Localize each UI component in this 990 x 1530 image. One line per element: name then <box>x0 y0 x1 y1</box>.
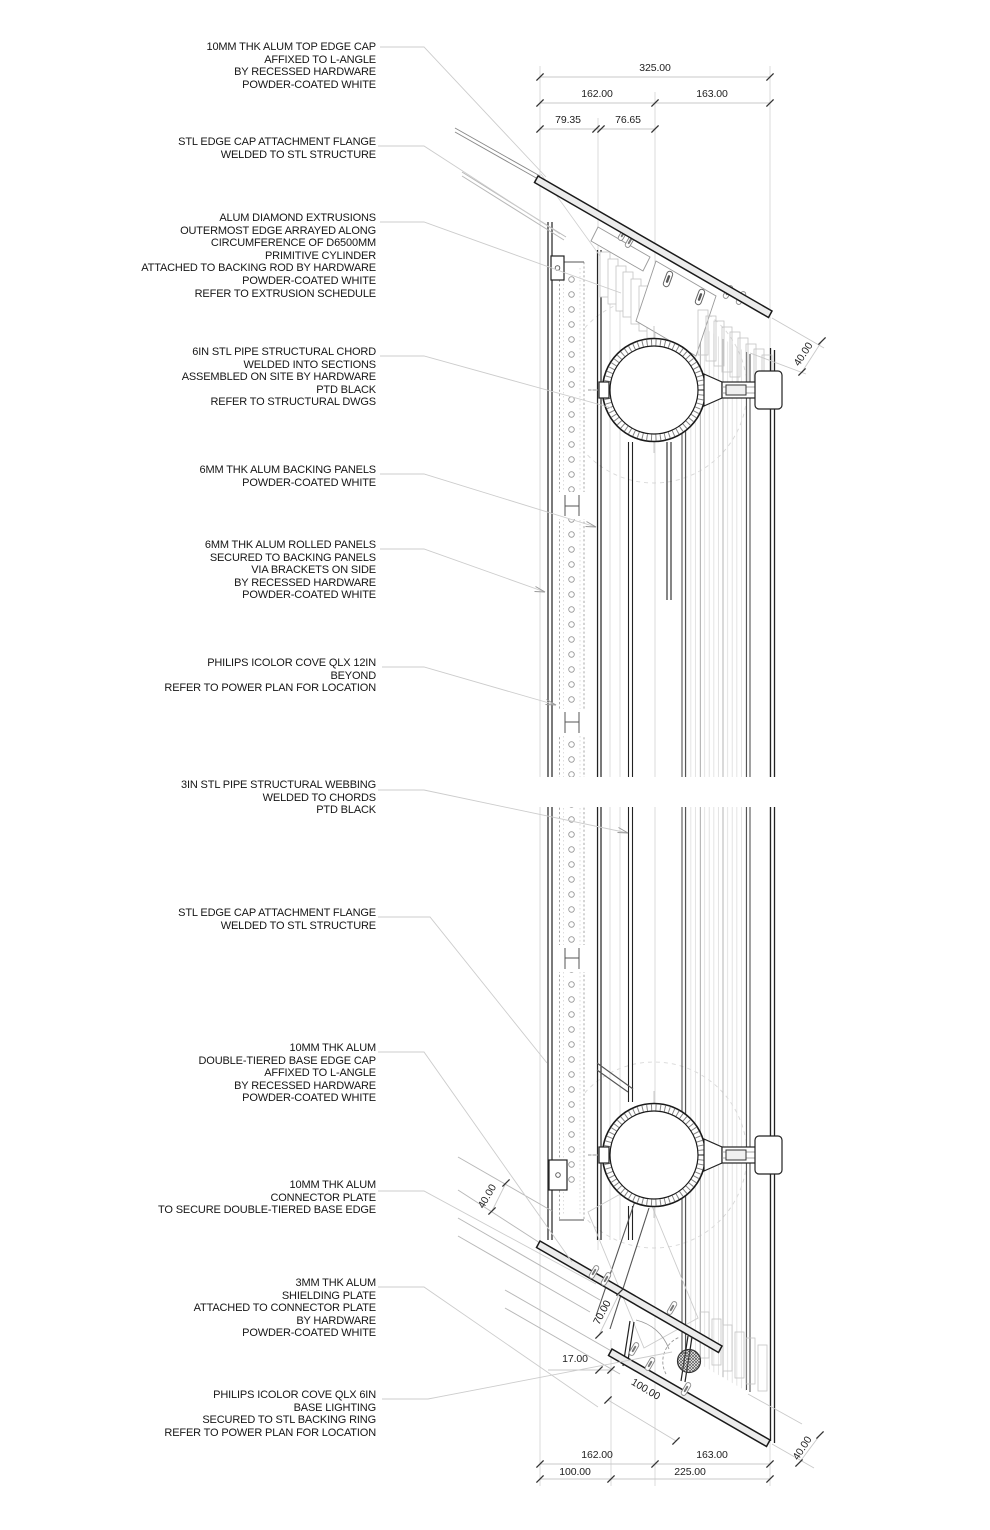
pipe-clamp-left <box>599 382 609 398</box>
dim-top-overall: 325.00 <box>639 62 671 74</box>
dim-top-sub-left: 79.35 <box>555 114 581 126</box>
annotation-base-edge-cap: 10MM THK ALUM DOUBLE-TIERED BASE EDGE CAP AFFIXED TO L-ANGLE BY RECESSED HARDWARE POWDER-COATED WHITE <box>198 1042 376 1105</box>
annotation-structural-webbing: 3IN STL PIPE STRUCTURAL WEBBING WELDED TO CHORDS PTD BLACK <box>180 779 376 817</box>
pipe-clamp-left <box>599 1147 609 1163</box>
annotation-rolled-panels: 6MM THK ALUM ROLLED PANELS SECURED TO BACKING PANELS VIA BRACKETS ON SIDE BY RECESSED HARDWARE POWDER-COATED WHITE <box>204 539 376 602</box>
annotation-connector-plate: 10MM THK ALUM CONNECTOR PLATE TO SECURE DOUBLE-TIERED BASE EDGE <box>158 1179 376 1217</box>
strip-bracket-bottom <box>549 1160 567 1190</box>
strip-joint <box>557 945 587 972</box>
annotation-structural-chord: 6IN STL PIPE STRUCTURAL CHORD WELDED INTO SECTIONS ASSEMBLED ON SITE BY HARDWARE PTD BLACK REFER TO STRUCTURAL DWGS <box>181 346 376 409</box>
dim-top-sub-right: 76.65 <box>615 114 641 126</box>
dim-bottom-overall-right: 225.00 <box>674 1466 706 1478</box>
dim-tier-offset: 70.00 <box>591 1298 614 1327</box>
annotation-top-edge-cap: 10MM THK ALUM TOP EDGE CAP AFFIXED TO L-ANGLE BY RECESSED HARDWARE POWDER-COATED WHITE <box>206 41 376 91</box>
annotation-diamond-extrusions: ALUM DIAMOND EXTRUSIONS OUTERMOST EDGE ARRAYED ALONG CIRCUMFERENCE OF D6500MM PRIMITIVE CYLINDER ATTACHED TO BACKING ROD BY HARDWARE POWDER-COATED WHITE REFER TO EXTRUSION SCHEDULE <box>141 212 376 300</box>
bracket-flange-plate <box>755 1136 782 1174</box>
annotation-icolor-cove-12in: PHILIPS ICOLOR COVE QLX 12IN BEYOND REFER TO POWER PLAN FOR LOCATION <box>164 657 376 695</box>
dim-bottom-overall-left: 100.00 <box>559 1466 591 1478</box>
strip-joint <box>557 709 587 736</box>
bracket-flange-plate <box>755 371 782 409</box>
strip-joint <box>557 492 587 519</box>
annotation-backing-panels: 6MM THK ALUM BACKING PANELS POWDER-COATED WHITE <box>199 464 376 489</box>
dim-base-length: 100.00 <box>628 1376 663 1403</box>
section-break <box>528 777 786 807</box>
annotation-edge-cap-flange-bottom: STL EDGE CAP ATTACHMENT FLANGE WELDED TO STL STRUCTURE <box>178 907 376 932</box>
dim-edge-depth-left: 40.00 <box>475 1182 500 1211</box>
perforated-backing-strip <box>549 256 587 1220</box>
dim-bottom-right: 163.00 <box>696 1449 728 1461</box>
annotation-shielding-plate: 3MM THK ALUM SHIELDING PLATE ATTACHED TO CONNECTOR PLATE BY HARDWARE POWDER-COATED WHITE <box>193 1277 376 1340</box>
annotation-icolor-cove-6in: PHILIPS ICOLOR COVE QLX 6IN BASE LIGHTING SECURED TO STL BACKING RING REFER TO POWER PLAN FOR LOCATION <box>164 1389 376 1439</box>
dim-edge-depth-top: 40.00 <box>791 340 816 369</box>
dim-top-left: 162.00 <box>581 88 613 100</box>
annotation-edge-cap-flange-top: STL EDGE CAP ATTACHMENT FLANGE WELDED TO STL STRUCTURE <box>178 136 376 161</box>
dim-edge-depth-bottom: 40.00 <box>790 1434 815 1463</box>
dim-top-right: 163.00 <box>696 88 728 100</box>
dim-base-gap: 17.00 <box>562 1353 588 1365</box>
dim-bottom-left: 162.00 <box>581 1449 613 1461</box>
dimension-layer <box>476 62 826 1483</box>
panel-band <box>682 316 775 1443</box>
